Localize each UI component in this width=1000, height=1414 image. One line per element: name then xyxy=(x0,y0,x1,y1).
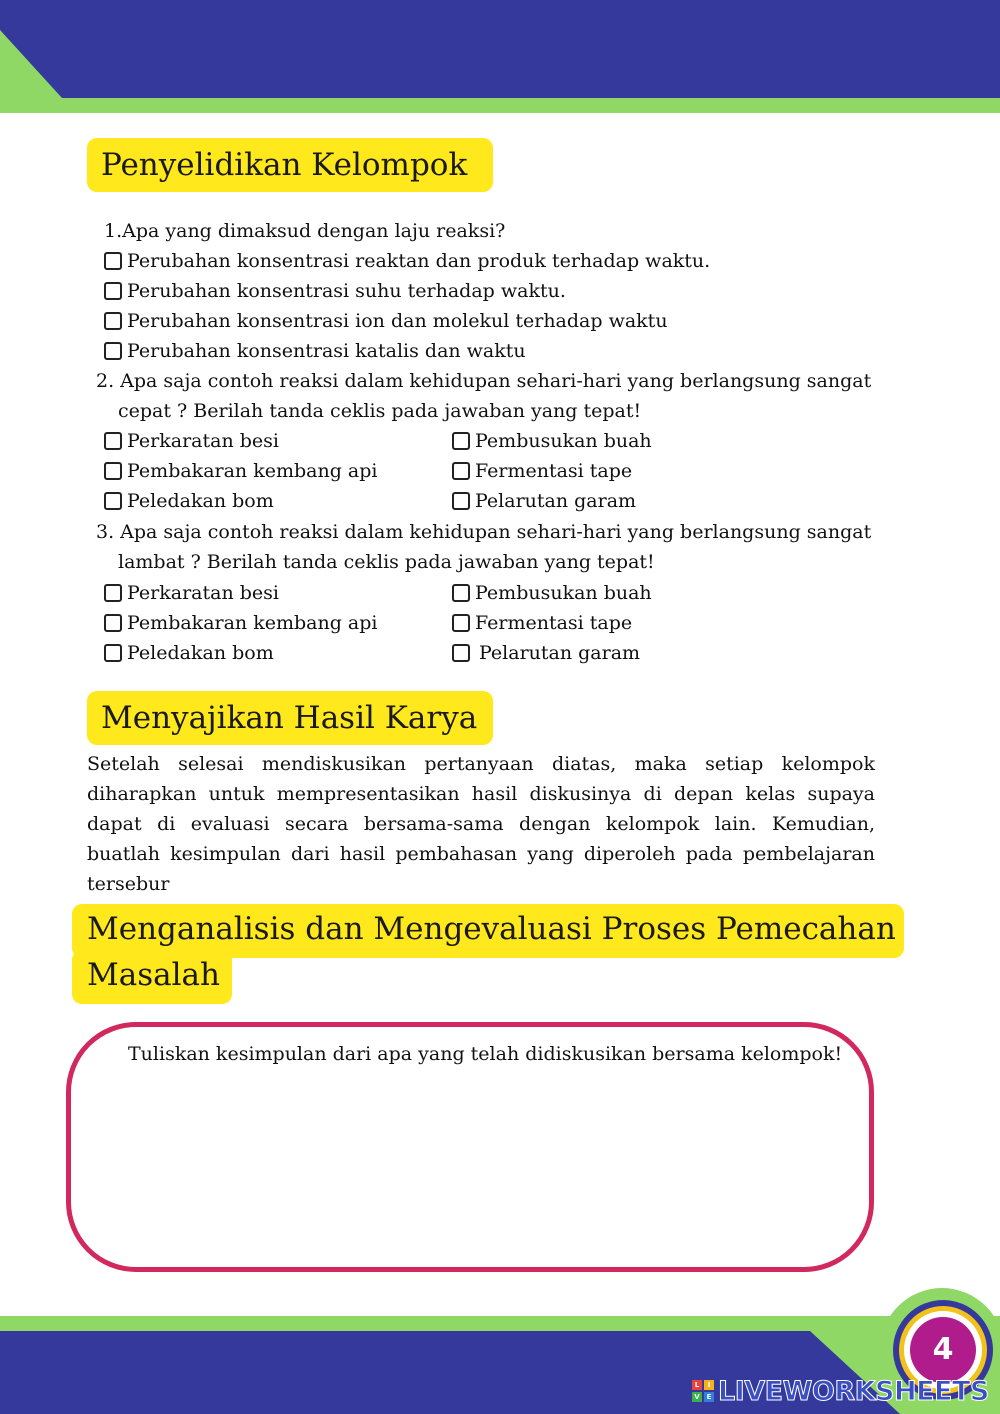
checkbox[interactable] xyxy=(104,312,122,330)
checkbox[interactable] xyxy=(452,584,470,602)
section-title-line1: Menganalisis dan Mengevaluasi Proses Pemecahan xyxy=(87,911,896,947)
option-label: Pembusukan buah xyxy=(475,430,652,452)
q3-option-left-2[interactable] xyxy=(104,608,377,638)
option-label: Peledakan bom xyxy=(127,490,274,512)
checkbox[interactable] xyxy=(104,584,122,602)
q1-option-3[interactable] xyxy=(104,306,668,336)
checkbox[interactable] xyxy=(452,614,470,632)
q2-option-left-1[interactable] xyxy=(104,426,279,456)
liveworksheets-icon xyxy=(692,1380,714,1402)
checkbox[interactable] xyxy=(104,492,122,510)
q2-option-right-2[interactable] xyxy=(452,456,632,486)
q3-option-right-1[interactable] xyxy=(452,578,652,608)
option-label: Pembusukan buah xyxy=(475,582,652,604)
section-title-line2: Masalah xyxy=(87,957,220,993)
section-title-menganalisis xyxy=(87,906,907,998)
q2-option-left-2[interactable] xyxy=(104,456,377,486)
question-2-line2: cepat ? Berilah tanda ceklis pada jawaban yang tepat! xyxy=(118,400,642,422)
q1-option-2[interactable] xyxy=(104,276,566,306)
q2-option-right-3[interactable] xyxy=(452,486,636,516)
q1-option-4[interactable] xyxy=(104,336,526,366)
option-label: Perubahan konsentrasi katalis dan waktu xyxy=(127,340,526,362)
logo-letter: V xyxy=(692,1392,702,1402)
page-number: 4 xyxy=(910,1317,976,1383)
checkbox[interactable] xyxy=(104,432,122,450)
question-3-line2: lambat ? Berilah tanda ceklis pada jawaban yang tepat! xyxy=(118,551,655,573)
liveworksheets-wordmark: LIVEWORKSHEETS xyxy=(718,1375,989,1407)
q3-option-left-1[interactable] xyxy=(104,578,279,608)
checkbox[interactable] xyxy=(104,282,122,300)
question-1-text: 1.Apa yang dimaksud dengan laju reaksi? xyxy=(104,220,506,242)
q3-option-left-3[interactable] xyxy=(104,638,274,668)
conclusion-input[interactable] xyxy=(100,1080,844,1254)
section-title-menyajikan: Menyajikan Hasil Karya xyxy=(87,691,493,745)
checkbox[interactable] xyxy=(104,462,122,480)
logo-letter: I xyxy=(704,1380,714,1390)
conclusion-prompt: Tuliskan kesimpulan dari apa yang telah didiskusikan bersama kelompok! xyxy=(128,1043,843,1065)
q1-option-1[interactable] xyxy=(104,246,710,276)
q3-option-right-3[interactable] xyxy=(452,638,640,668)
option-label: Pelarutan garam xyxy=(475,490,637,512)
checkbox[interactable] xyxy=(104,644,122,662)
option-label: Perubahan konsentrasi ion dan molekul terhadap waktu xyxy=(127,310,668,332)
question-2-line1: 2. Apa saja contoh reaksi dalam kehidupan sehari-hari yang berlangsung sangat xyxy=(96,370,872,392)
option-label: Perubahan konsentrasi reaktan dan produk terhadap waktu. xyxy=(127,250,711,272)
checkbox[interactable] xyxy=(452,644,470,662)
option-label: Perkaratan besi xyxy=(127,582,279,604)
question-3-line1: 3. Apa saja contoh reaksi dalam kehidupan sehari-hari yang berlangsung sangat xyxy=(96,521,872,543)
checkbox[interactable] xyxy=(452,492,470,510)
header-blue-band xyxy=(0,0,1000,98)
option-label: Perkaratan besi xyxy=(127,430,279,452)
checkbox[interactable] xyxy=(452,462,470,480)
checkbox[interactable] xyxy=(452,432,470,450)
logo-letter: E xyxy=(704,1392,714,1402)
logo-letter: L xyxy=(692,1380,702,1390)
q3-option-right-2[interactable] xyxy=(452,608,632,638)
checkbox[interactable] xyxy=(104,252,122,270)
option-label: Fermentasi tape xyxy=(475,612,633,634)
option-label: Peledakan bom xyxy=(127,642,274,664)
option-label: Pelarutan garam xyxy=(479,642,641,664)
instruction-paragraph: Setelah selesai mendiskusikan pertanyaan diatas, maka setiap kelompok diharapkan untuk mempresentasikan hasil diskusinya di depan kelas supaya dapat di evaluasi secara bersama-sama dengan kelompok lain. Kemudian, buatlah kesimpulan dari hasil pembahasan yang diperoleh pada pembelajaran tersebur xyxy=(87,753,875,895)
checkbox[interactable] xyxy=(104,342,122,360)
option-label: Pembakaran kembang api xyxy=(127,612,378,634)
q2-option-right-1[interactable] xyxy=(452,426,652,456)
option-label: Fermentasi tape xyxy=(475,460,633,482)
q2-option-left-3[interactable] xyxy=(104,486,274,516)
section-title-penyelidikan: Penyelidikan Kelompok xyxy=(87,138,493,192)
checkbox[interactable] xyxy=(104,614,122,632)
option-label: Perubahan konsentrasi suhu terhadap waktu. xyxy=(127,280,566,302)
liveworksheets-logo xyxy=(692,1376,989,1406)
option-label: Pembakaran kembang api xyxy=(127,460,378,482)
